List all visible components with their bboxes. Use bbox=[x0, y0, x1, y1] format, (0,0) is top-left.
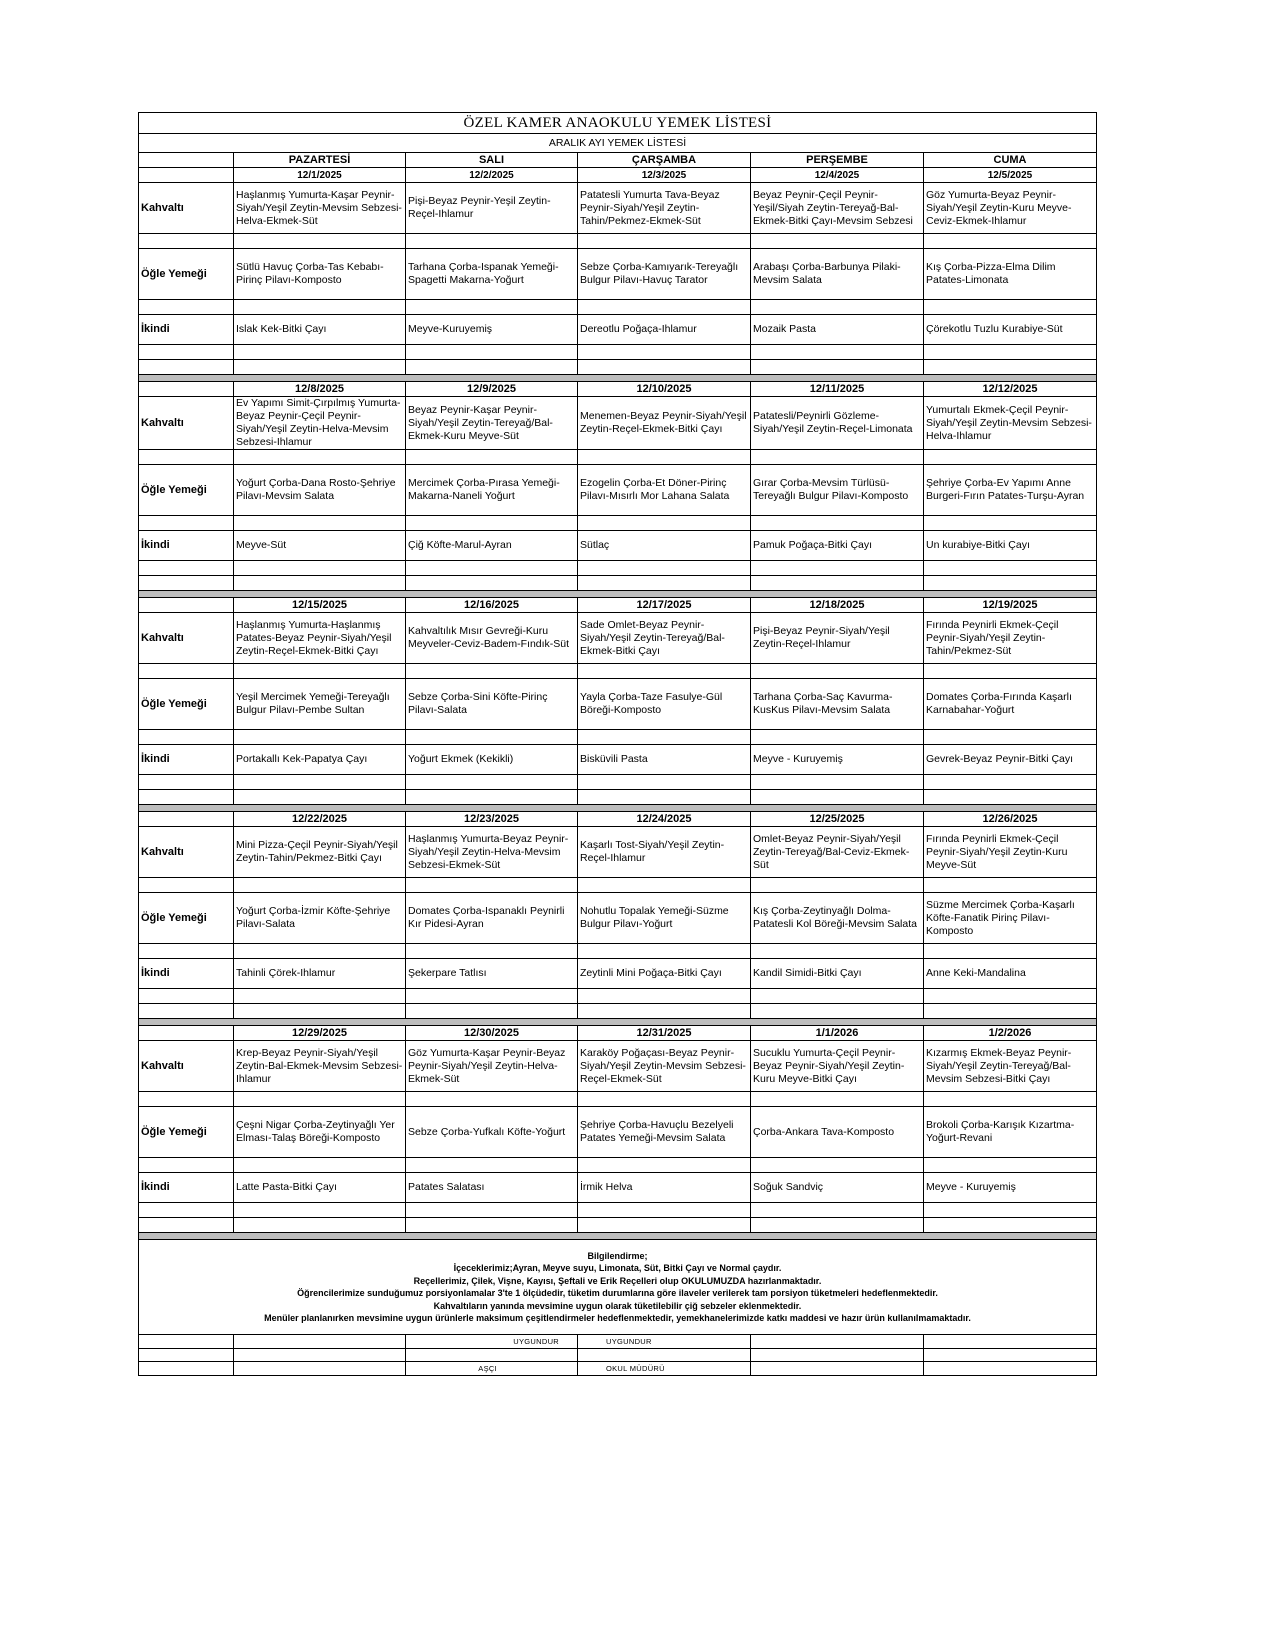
menu-cell: Haşlanmış Yumurta-Kaşar Peynir-Siyah/Yeşil Zeytin-Mevsim Sebzesi-Helva-Ekmek-Süt bbox=[234, 183, 406, 234]
menu-cell: Patates Salatası bbox=[406, 1173, 578, 1203]
menu-cell: Latte Pasta-Bitki Çayı bbox=[234, 1173, 406, 1203]
date-row bbox=[139, 812, 1097, 827]
date-cell: 12/17/2025 bbox=[578, 598, 751, 613]
menu-cell: Yayla Çorba-Taze Fasulye-Gül Böreği-Komposto bbox=[578, 679, 751, 730]
menu-cell: Sebze Çorba-Yufkalı Köfte-Yoğurt bbox=[406, 1107, 578, 1158]
menu-cell: Şekerpare Tatlısı bbox=[406, 959, 578, 989]
spacer-row bbox=[139, 450, 1097, 465]
date-cell: 12/26/2025 bbox=[924, 812, 1097, 827]
date-cell: 12/8/2025 bbox=[234, 382, 406, 397]
menu-cell: Sütlaç bbox=[578, 531, 751, 561]
spacer-row bbox=[139, 360, 1097, 375]
meal-label: Öğle Yemeği bbox=[139, 679, 234, 730]
day-name-friday: CUMA bbox=[924, 153, 1097, 168]
menu-cell: Kandil Simidi-Bitki Çayı bbox=[751, 959, 924, 989]
meal-label: İkindi bbox=[139, 531, 234, 561]
menu-cell: Mercimek Çorba-Pırasa Yemeği-Makarna-Naneli Yoğurt bbox=[406, 465, 578, 516]
date-cell: 12/22/2025 bbox=[234, 812, 406, 827]
meal-row-lunch bbox=[139, 1107, 1097, 1158]
menu-cell: Krep-Beyaz Peynir-Siyah/Yeşil Zeytin-Bal-Ekmek-Mevsim Sebzesi-Ihlamur bbox=[234, 1041, 406, 1092]
info-line: Öğrencilerimize sunduğumuz porsiyonlamalar 3'te 1 ölçüdedir, tüketim durumlarına göre ilaveler verilerek tam porsiyon tüketmeleri hedeflenmektedir. bbox=[297, 1288, 938, 1298]
menu-cell: Beyaz Peynir-Çeçil Peynir-Yeşil/Siyah Zeytin-Tereyağ-Bal-Ekmek-Bitki Çayı-Mevsim Sebzesi bbox=[751, 183, 924, 234]
page-subtitle: ARALIK AYI YEMEK LİSTESİ bbox=[139, 134, 1097, 153]
menu-cell: Tarhana Çorba-Ispanak Yemeği-Spagetti Makarna-Yoğurt bbox=[406, 249, 578, 300]
day-name-monday: PAZARTESİ bbox=[234, 153, 406, 168]
menu-cell: Mini Pizza-Çeçil Peynir-Siyah/Yeşil Zeytin-Tahin/Pekmez-Bitki Çayı bbox=[234, 827, 406, 878]
spacer-row bbox=[139, 730, 1097, 745]
spacer-row bbox=[139, 576, 1097, 591]
meal-label: İkindi bbox=[139, 315, 234, 345]
menu-cell: Menemen-Beyaz Peynir-Siyah/Yeşil Zeytin-Reçel-Ekmek-Bitki Çayı bbox=[578, 397, 751, 450]
meal-label: İkindi bbox=[139, 1173, 234, 1203]
spacer-row bbox=[139, 1203, 1097, 1218]
spacer-row bbox=[139, 664, 1097, 679]
menu-cell: Soğuk Sandviç bbox=[751, 1173, 924, 1203]
meal-label: Öğle Yemeği bbox=[139, 1107, 234, 1158]
menu-cell: Haşlanmış Yumurta-Beyaz Peynir-Siyah/Yeşil Zeytin-Helva-Mevsim Sebzesi-Ekmek-Süt bbox=[406, 827, 578, 878]
menu-cell: Brokoli Çorba-Karışık Kızartma-Yoğurt-Revani bbox=[924, 1107, 1097, 1158]
day-name-tuesday: SALI bbox=[406, 153, 578, 168]
info-line: İçeceklerimiz;Ayran, Meyve suyu, Limonata, Süt, Bitki Çayı ve Normal çaydır. bbox=[453, 1263, 782, 1273]
date-cell: 12/2/2025 bbox=[406, 168, 578, 183]
date-row bbox=[139, 382, 1097, 397]
meal-row-breakfast bbox=[139, 1041, 1097, 1092]
date-row bbox=[139, 598, 1097, 613]
menu-cell: Yoğurt Çorba-Dana Rosto-Şehriye Pilavı-Mevsim Salata bbox=[234, 465, 406, 516]
date-row bbox=[139, 168, 1097, 183]
menu-cell: Meyve-Kuruyemiş bbox=[406, 315, 578, 345]
spacer-row bbox=[139, 561, 1097, 576]
date-cell: 12/4/2025 bbox=[751, 168, 924, 183]
menu-cell: Pamuk Poğaça-Bitki Çayı bbox=[751, 531, 924, 561]
spacer-row bbox=[139, 1092, 1097, 1107]
week-separator bbox=[139, 1233, 1097, 1240]
menu-sheet bbox=[138, 112, 1096, 1376]
menu-table bbox=[138, 112, 1097, 1376]
meal-row-breakfast bbox=[139, 397, 1097, 450]
spacer-row bbox=[139, 345, 1097, 360]
menu-cell: Bisküvili Pasta bbox=[578, 745, 751, 775]
spacer-row bbox=[139, 989, 1097, 1004]
menu-cell: Sucuklu Yumurta-Çeçil Peynir-Beyaz Peynir-Siyah/Yeşil Zeytin-Kuru Meyve-Bitki Çayı bbox=[751, 1041, 924, 1092]
meal-label: İkindi bbox=[139, 745, 234, 775]
week-separator bbox=[139, 591, 1097, 598]
meal-label: Kahvaltı bbox=[139, 397, 234, 450]
menu-cell: Çiğ Köfte-Marul-Ayran bbox=[406, 531, 578, 561]
date-cell: 12/12/2025 bbox=[924, 382, 1097, 397]
menu-cell: Beyaz Peynir-Kaşar Peynir-Siyah/Yeşil Zeytin-Tereyağ/Bal-Ekmek-Kuru Meyve-Süt bbox=[406, 397, 578, 450]
spacer-row bbox=[139, 944, 1097, 959]
info-line: Menüler planlanırken mevsimine uygun ürünlerle maksimum çeşitlendirmeler hedeflenmektedir, yemekhanelerimizde katkı maddesi ve hazır ürün kullanılmamaktadır. bbox=[264, 1313, 971, 1323]
cook-signature-label: AŞÇI bbox=[406, 1362, 578, 1376]
menu-cell: Göz Yumurta-Beyaz Peynir-Siyah/Yeşil Zeytin-Kuru Meyve-Ceviz-Ekmek-Ihlamur bbox=[924, 183, 1097, 234]
menu-cell: Ev Yapımı Simit-Çırpılmış Yumurta-Beyaz Peynir-Çeçil Peynir-Siyah/Yeşil Zeytin-Helva-Mevsim Sebzesi-Ihlamur bbox=[234, 397, 406, 450]
date-cell: 12/24/2025 bbox=[578, 812, 751, 827]
week-separator bbox=[139, 1019, 1097, 1026]
menu-cell: Tarhana Çorba-Saç Kavurma-KusKus Pilavı-Mevsim Salata bbox=[751, 679, 924, 730]
menu-cell: Yoğurt Ekmek (Kekikli) bbox=[406, 745, 578, 775]
date-cell: 12/11/2025 bbox=[751, 382, 924, 397]
week-separator bbox=[139, 805, 1097, 812]
menu-cell: Haşlanmış Yumurta-Haşlanmış Patates-Beyaz Peynir-Siyah/Yeşil Zeytin-Reçel-Ekmek-Bitki Çayı bbox=[234, 613, 406, 664]
date-cell: 12/1/2025 bbox=[234, 168, 406, 183]
info-line: Reçellerimiz, Çilek, Vişne, Kayısı, Şeftali ve Erik Reçelleri olup OKULUMUZDA hazırlanmaktadır. bbox=[413, 1275, 822, 1286]
date-cell: 12/18/2025 bbox=[751, 598, 924, 613]
menu-cell: İrmik Helva bbox=[578, 1173, 751, 1203]
menu-cell: Meyve - Kuruyemiş bbox=[924, 1173, 1097, 1203]
menu-cell: Çeşni Nigar Çorba-Zeytinyağlı Yer Elması-Talaş Böreği-Komposto bbox=[234, 1107, 406, 1158]
meal-label: Kahvaltı bbox=[139, 827, 234, 878]
meal-row-breakfast bbox=[139, 183, 1097, 234]
menu-cell: Süzme Mercimek Çorba-Kaşarlı Köfte-Fanatik Pirinç Pilavı-Komposto bbox=[924, 893, 1097, 944]
spacer-row bbox=[139, 775, 1097, 790]
menu-cell: Yoğurt Çorba-İzmir Köfte-Şehriye Pilavı-Salata bbox=[234, 893, 406, 944]
spacer-row bbox=[139, 1004, 1097, 1019]
meal-row-snack bbox=[139, 745, 1097, 775]
spacer-row bbox=[139, 1158, 1097, 1173]
spacer-row bbox=[139, 516, 1097, 531]
date-cell: 12/9/2025 bbox=[406, 382, 578, 397]
menu-cell: Kızarmış Ekmek-Beyaz Peynir-Siyah/Yeşil Zeytin-Tereyağ/Bal-Mevsim Sebzesi-Bitki Çayı bbox=[924, 1041, 1097, 1092]
menu-cell: Portakallı Kek-Papatya Çayı bbox=[234, 745, 406, 775]
menu-cell: Göz Yumurta-Kaşar Peynir-Beyaz Peynir-Siyah/Yeşil Zeytin-Helva-Ekmek-Süt bbox=[406, 1041, 578, 1092]
meal-row-lunch bbox=[139, 465, 1097, 516]
date-cell: 12/16/2025 bbox=[406, 598, 578, 613]
menu-cell: Şehriye Çorba-Ev Yapımı Anne Burgeri-Fırın Patates-Turşu-Ayran bbox=[924, 465, 1097, 516]
menu-cell: Patatesli Yumurta Tava-Beyaz Peynir-Siyah/Yeşil Zeytin-Tahin/Pekmez-Ekmek-Süt bbox=[578, 183, 751, 234]
menu-cell: Ezogelin Çorba-Et Döner-Pirinç Pilavı-Mısırlı Mor Lahana Salata bbox=[578, 465, 751, 516]
menu-cell: Şehriye Çorba-Havuçlu Bezelyeli Patates Yemeği-Mevsim Salata bbox=[578, 1107, 751, 1158]
spacer-row bbox=[139, 790, 1097, 805]
menu-cell: Meyve-Süt bbox=[234, 531, 406, 561]
menu-cell: Kış Çorba-Pizza-Elma Dilim Patates-Limonata bbox=[924, 249, 1097, 300]
menu-cell: Karaköy Poğaçası-Beyaz Peynir-Siyah/Yeşil Zeytin-Mevsim Sebzesi-Reçel-Ekmek-Süt bbox=[578, 1041, 751, 1092]
spacer-row bbox=[139, 234, 1097, 249]
spacer-row bbox=[139, 878, 1097, 893]
meal-row-lunch bbox=[139, 249, 1097, 300]
menu-cell: Kahvaltılık Mısır Gevreği-Kuru Meyveler-Ceviz-Badem-Fındık-Süt bbox=[406, 613, 578, 664]
info-block bbox=[139, 1240, 1097, 1335]
menu-cell: Kaşarlı Tost-Siyah/Yeşil Zeytin-Reçel-Ihlamur bbox=[578, 827, 751, 878]
meal-row-breakfast bbox=[139, 827, 1097, 878]
meal-row-lunch bbox=[139, 679, 1097, 730]
meal-label: Kahvaltı bbox=[139, 183, 234, 234]
date-cell: 12/29/2025 bbox=[234, 1026, 406, 1041]
day-name-wednesday: ÇARŞAMBA bbox=[578, 153, 751, 168]
menu-cell: Anne Keki-Mandalina bbox=[924, 959, 1097, 989]
meal-row-snack bbox=[139, 1173, 1097, 1203]
menu-cell: Sütlü Havuç Çorba-Tas Kebabı-Pirinç Pilavı-Komposto bbox=[234, 249, 406, 300]
menu-cell: Yumurtalı Ekmek-Çeçil Peynir-Siyah/Yeşil Zeytin-Mevsim Sebzesi-Helva-Ihlamur bbox=[924, 397, 1097, 450]
menu-cell: Arabaşı Çorba-Barbunya Pilaki-Mevsim Salata bbox=[751, 249, 924, 300]
menu-cell: Omlet-Beyaz Peynir-Siyah/Yeşil Zeytin-Tereyağ/Bal-Ceviz-Ekmek-Süt bbox=[751, 827, 924, 878]
menu-cell: Mozaik Pasta bbox=[751, 315, 924, 345]
menu-cell: Fırında Peynirli Ekmek-Çeçil Peynir-Siyah/Yeşil Zeytin-Kuru Meyve-Süt bbox=[924, 827, 1097, 878]
menu-cell: Pişi-Beyaz Peynir-Yeşil Zeytin-Reçel-Ihlamur bbox=[406, 183, 578, 234]
meal-label: Öğle Yemeği bbox=[139, 893, 234, 944]
menu-cell: Tahinli Çörek-Ihlamur bbox=[234, 959, 406, 989]
date-cell: 12/31/2025 bbox=[578, 1026, 751, 1041]
menu-cell: Fırında Peynirli Ekmek-Çeçil Peynir-Siyah/Yeşil Zeytin-Tahin/Pekmez-Süt bbox=[924, 613, 1097, 664]
menu-cell: Domates Çorba-Ispanaklı Peynirli Kır Pidesi-Ayran bbox=[406, 893, 578, 944]
day-header-row bbox=[139, 153, 1097, 168]
meal-row-snack bbox=[139, 959, 1097, 989]
meal-label: Öğle Yemeği bbox=[139, 465, 234, 516]
meal-label: Kahvaltı bbox=[139, 613, 234, 664]
spacer-row bbox=[139, 1218, 1097, 1233]
approval-label-right: UYGUNDUR bbox=[578, 1335, 751, 1349]
meal-row-snack bbox=[139, 315, 1097, 345]
menu-cell: Pişi-Beyaz Peynir-Siyah/Yeşil Zeytin-Reçel-Ihlamur bbox=[751, 613, 924, 664]
meal-row-breakfast bbox=[139, 613, 1097, 664]
date-cell: 12/30/2025 bbox=[406, 1026, 578, 1041]
meal-label: Öğle Yemeği bbox=[139, 249, 234, 300]
menu-cell: Çorba-Ankara Tava-Komposto bbox=[751, 1107, 924, 1158]
date-cell: 12/10/2025 bbox=[578, 382, 751, 397]
spacer-row bbox=[139, 300, 1097, 315]
menu-cell: Meyve - Kuruyemiş bbox=[751, 745, 924, 775]
meal-row-snack bbox=[139, 531, 1097, 561]
week-separator bbox=[139, 375, 1097, 382]
menu-cell: Domates Çorba-Fırında Kaşarlı Karnabahar-Yoğurt bbox=[924, 679, 1097, 730]
date-cell: 1/2/2026 bbox=[924, 1026, 1097, 1041]
menu-cell: Kış Çorba-Zeytinyağlı Dolma-Patatesli Kol Böreği-Mevsim Salata bbox=[751, 893, 924, 944]
day-name-thursday: PERŞEMBE bbox=[751, 153, 924, 168]
menu-cell: Sebze Çorba-Sini Köfte-Pirinç Pilavı-Salata bbox=[406, 679, 578, 730]
date-cell: 12/23/2025 bbox=[406, 812, 578, 827]
date-cell: 12/19/2025 bbox=[924, 598, 1097, 613]
menu-cell: Dereotlu Poğaça-Ihlamur bbox=[578, 315, 751, 345]
info-heading: Bilgilendirme; bbox=[587, 1250, 648, 1261]
menu-cell: Sade Omlet-Beyaz Peynir-Siyah/Yeşil Zeytin-Tereyağ/Bal-Ekmek-Bitki Çayı bbox=[578, 613, 751, 664]
info-line: Kahvaltıların yanında mevsimine uygun olarak tüketilebilir çiğ sebzeler eklenmektedir. bbox=[433, 1300, 802, 1311]
menu-cell: Gırar Çorba-Mevsim Türlüsü-Tereyağlı Bulgur Pilavı-Komposto bbox=[751, 465, 924, 516]
principal-signature-label: OKUL MÜDÜRÜ bbox=[578, 1362, 751, 1376]
date-cell: 12/15/2025 bbox=[234, 598, 406, 613]
menu-cell: Çörekotlu Tuzlu Kurabiye-Süt bbox=[924, 315, 1097, 345]
date-cell: 1/1/2026 bbox=[751, 1026, 924, 1041]
menu-cell: Gevrek-Beyaz Peynir-Bitki Çayı bbox=[924, 745, 1097, 775]
menu-cell: Un kurabiye-Bitki Çayı bbox=[924, 531, 1097, 561]
menu-cell: Patatesli/Peynirli Gözleme-Siyah/Yeşil Zeytin-Reçel-Limonata bbox=[751, 397, 924, 450]
date-cell: 12/3/2025 bbox=[578, 168, 751, 183]
meal-row-lunch bbox=[139, 893, 1097, 944]
page-title: ÖZEL KAMER ANAOKULU YEMEK LİSTESİ bbox=[139, 113, 1097, 134]
date-row bbox=[139, 1026, 1097, 1041]
menu-cell: Nohutlu Topalak Yemeği-Süzme Bulgur Pilavı-Yoğurt bbox=[578, 893, 751, 944]
menu-cell: Zeytinli Mini Poğaça-Bitki Çayı bbox=[578, 959, 751, 989]
menu-cell: Yeşil Mercimek Yemeği-Tereyağlı Bulgur Pilavı-Pembe Sultan bbox=[234, 679, 406, 730]
empty-cell bbox=[139, 153, 234, 168]
date-cell: 12/5/2025 bbox=[924, 168, 1097, 183]
meal-label: İkindi bbox=[139, 959, 234, 989]
meal-label: Kahvaltı bbox=[139, 1041, 234, 1092]
menu-cell: Sebze Çorba-Kamıyarık-Tereyağlı Bulgur Pilavı-Havuç Tarator bbox=[578, 249, 751, 300]
date-cell: 12/25/2025 bbox=[751, 812, 924, 827]
approval-label-left: UYGUNDUR bbox=[406, 1335, 578, 1349]
menu-cell: Islak Kek-Bitki Çayı bbox=[234, 315, 406, 345]
